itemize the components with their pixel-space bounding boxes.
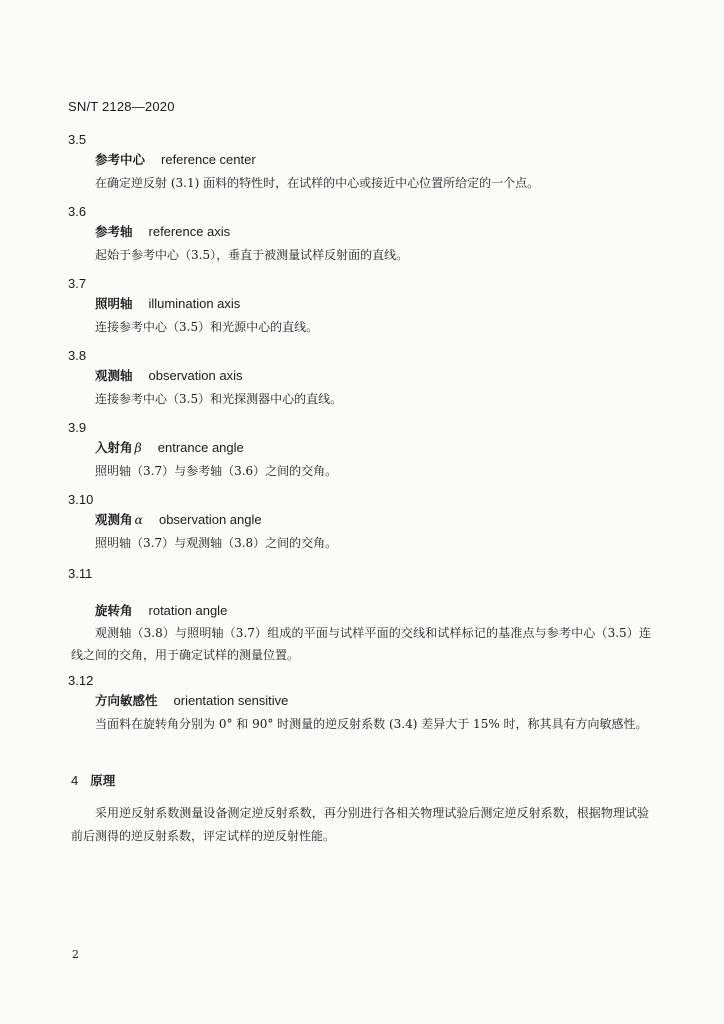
section-paragraph: 采用逆反射系数测量设备测定逆反射系数，再分别进行各相关物理试验后测定逆反射系数，根据物理试验前后测得的逆反射系数，评定试样的逆反射性能。 [71,806,649,843]
term-title [95,601,227,619]
term-chinese: 旋转角 [95,603,133,618]
term-english: orientation sensitive [173,693,289,708]
term-chinese: 观测角 [95,512,133,527]
clause-number: 3.7 [68,276,87,291]
term-chinese: 参考轴 [95,224,133,239]
term-chinese: 照明轴 [95,296,133,311]
term-symbol: β [134,440,142,455]
term-english: reference axis [148,224,231,239]
clause-number: 3.11 [68,566,93,581]
term-definition: 连接参考中心（3.5）和光探测器中心的直线。 [95,392,343,406]
clause-number: 3.12 [68,673,94,688]
term-definition: 在确定逆反射 (3.1) 面料的特性时，在试样的中心或接近中心位置所给定的一个点。 [95,176,540,190]
page-number: 2 [72,948,79,961]
clause-number: 3.9 [68,420,87,435]
term-title [95,150,256,168]
term-english: reference center [161,152,256,167]
term-title [95,222,230,240]
section-heading [71,771,115,789]
document-code-header: SN/T 2128—2020 [68,99,175,114]
section-title: 原理 [90,773,116,788]
term-title [95,691,288,709]
clause-number: 3.8 [68,348,87,363]
term-definition: 连接参考中心（3.5）和光源中心的直线。 [95,320,319,334]
term-definition: 照明轴（3.7）与观测轴（3.8）之间的交角。 [95,536,338,550]
term-definition: 照明轴（3.7）与参考轴（3.6）之间的交角。 [95,464,338,478]
term-english: illumination axis [148,296,241,311]
term-english: entrance angle [157,440,244,455]
clause-number: 3.5 [68,132,87,147]
term-definition: 观测轴（3.8）与照明轴（3.7）组成的平面与试样平面的交线和试样标记的基准点与参考中心（3.5）连线之间的交角，用于确定试样的测量位置。 [71,626,651,662]
section-number: 4 [71,773,79,788]
term-definition: 当面料在旋转角分别为 0° 和 90° 时测量的逆反射系数 (3.4) 差异大于 15% 时，称其具有方向敏感性。 [95,717,648,731]
term-english: rotation angle [148,603,228,618]
term-chinese: 方向敏感性 [95,693,158,708]
term-chinese: 参考中心 [95,152,146,167]
term-english: observation axis [148,368,243,383]
clause-number: 3.10 [68,492,94,507]
term-symbol: α [134,512,143,527]
term-chinese: 观测轴 [95,368,133,383]
term-english: observation angle [158,512,262,527]
clause-number: 3.6 [68,204,87,219]
term-title [95,438,244,456]
term-title [95,510,262,528]
term-title [95,294,240,312]
term-chinese: 入射角 [95,440,133,455]
term-title [95,366,242,384]
term-definition: 起始于参考中心（3.5），垂直于被测量试样反射面的直线。 [95,248,409,262]
